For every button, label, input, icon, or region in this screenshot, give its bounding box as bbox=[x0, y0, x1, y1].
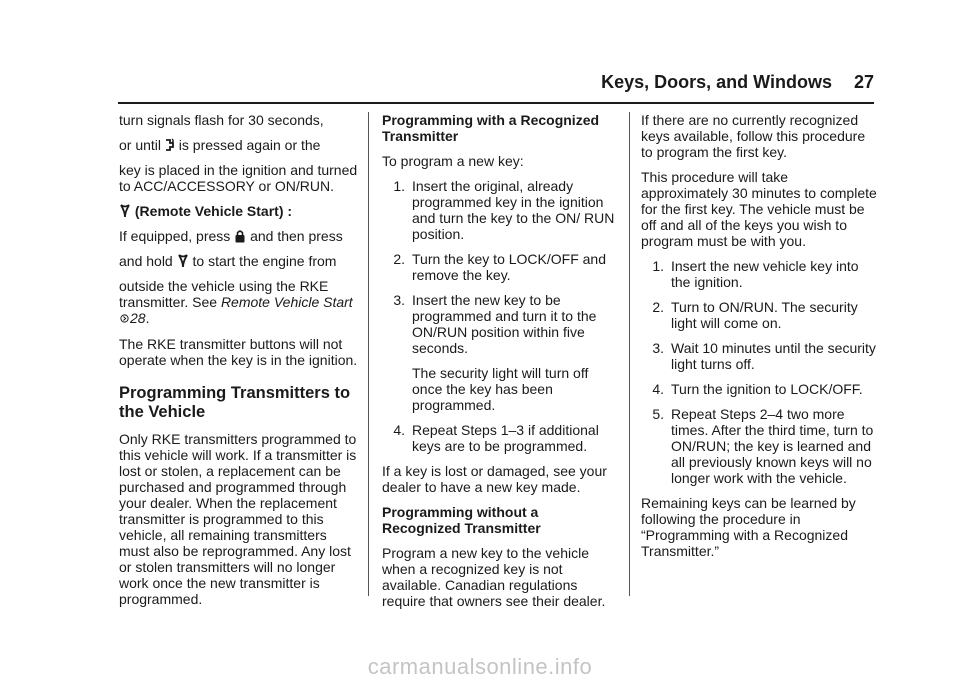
paragraph: key is placed in the ignition and turned to ACC/ACCESSORY or ON/RUN. bbox=[119, 162, 358, 194]
subheading: Programming without a Recognized Transmitter bbox=[382, 504, 541, 536]
column-divider bbox=[368, 112, 369, 596]
cross-reference-icon bbox=[120, 311, 129, 327]
header-rule bbox=[118, 102, 874, 104]
section-heading: Programming Transmitters to the Vehicle bbox=[119, 384, 351, 421]
section-title: Keys, Doors, and Windows bbox=[601, 72, 832, 92]
list-item: 5. Repeat Steps 2–4 two more times. After the third time, turn to ON/RUN; the key is learned and all previously known keys will no longer work with the vehicle. bbox=[652, 406, 874, 486]
paragraph: To program a new key: bbox=[382, 153, 524, 169]
list-item: 4. Turn the ignition to LOCK/OFF. bbox=[652, 381, 863, 397]
list-item: 2. Turn to ON/RUN. The security light will come on. bbox=[652, 299, 858, 331]
paragraph: The RKE transmitter buttons will not operate when the key is in the ignition. bbox=[119, 336, 358, 368]
column-3 bbox=[641, 112, 877, 568]
list-item: 1. Insert the original, already programmed key in the ignition and turn the key to the ON/ RUN position. bbox=[393, 178, 615, 242]
list-item: 1. Insert the new vehicle key into the ignition. bbox=[652, 258, 859, 290]
paragraph: turn signals flash for 30 seconds, bbox=[119, 112, 324, 128]
paragraph: If a key is lost or damaged, see your dealer to have a new key made. bbox=[382, 463, 607, 495]
page-header bbox=[601, 72, 874, 93]
remote-start-icon bbox=[177, 254, 189, 268]
paragraph: outside the vehicle using the RKE transmitter. See Remote Vehicle Start 28. bbox=[119, 278, 353, 326]
watermark: carmanualsonline.info bbox=[367, 654, 593, 679]
paragraph: Program a new key to the vehicle when a recognized key is not available. Canadian regulations require that owners see their dealer. bbox=[382, 545, 606, 609]
remote-start-icon bbox=[119, 204, 131, 218]
step-note: The security light will turn off once the key has been programmed. bbox=[412, 365, 589, 413]
list-item: 2. Turn the key to LOCK/OFF and remove the key. bbox=[393, 251, 607, 283]
paragraph: If equipped, press and then press bbox=[119, 228, 343, 244]
lock-icon bbox=[234, 229, 246, 243]
page-number: 27 bbox=[853, 72, 874, 92]
paragraph: If there are no currently recognized keys available, follow this procedure to program the first key. bbox=[641, 112, 866, 160]
paragraph: Remaining keys can be learned by following the procedure in “Programming with a Recognized Transmitter.” bbox=[641, 495, 856, 559]
column-1 bbox=[119, 112, 359, 616]
paragraph: or until is pressed again or the bbox=[119, 137, 321, 153]
list-item: 3. Wait 10 minutes until the security light turns off. bbox=[652, 340, 876, 372]
paragraph: Only RKE transmitters programmed to this vehicle will work. If a transmitter is lost or stolen, a replacement can be purchased and programmed through your dealer. When the replacement transmitter is programmed to this vehicle, all remaining transmitters must also be reprogrammed. Any lost or stolen transmitters will no longer work once the new transmitter is programmed. bbox=[119, 431, 357, 607]
column-divider bbox=[629, 112, 630, 596]
cross-reference-page[interactable]: 28 bbox=[130, 310, 146, 326]
remote-start-title: (Remote Vehicle Start) : bbox=[119, 203, 359, 219]
paragraph: and hold to start the engine from bbox=[119, 253, 337, 269]
list-item: 3. Insert the new key to be programmed and turn it to the ON/RUN position within five seconds. bbox=[393, 292, 597, 356]
paragraph: This procedure will take approximately 30 minutes to complete for the first key. The vehicle must be off and all of the keys you wish to program must be with you. bbox=[641, 169, 877, 249]
lock-signal-icon bbox=[165, 138, 175, 152]
subheading: Programming with a Recognized Transmitter bbox=[382, 112, 600, 144]
column-2 bbox=[382, 112, 618, 618]
cross-reference-link[interactable]: Remote Vehicle Start bbox=[220, 294, 353, 310]
list-item: 4. Repeat Steps 1–3 if additional keys are to be programmed. bbox=[393, 422, 599, 454]
